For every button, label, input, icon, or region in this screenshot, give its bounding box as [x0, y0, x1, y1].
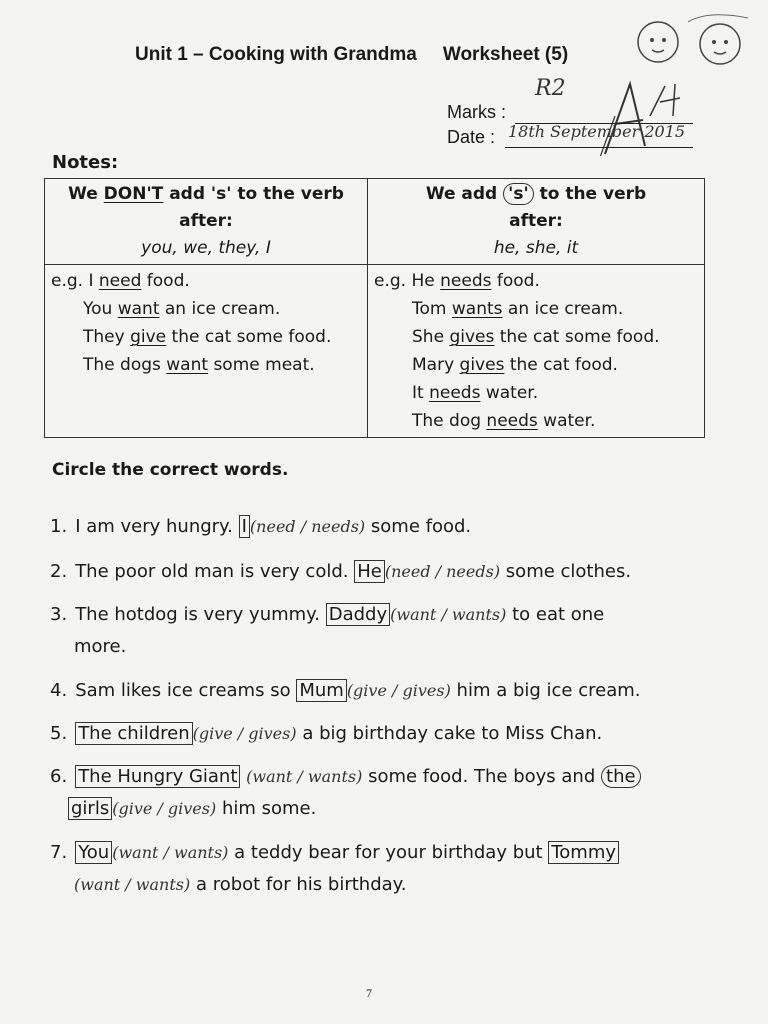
question-5: 5. The children (give / gives) a big birthday cake to Miss Chan. [50, 723, 603, 744]
worksheet-number: Worksheet (5) [442, 44, 569, 65]
unit-title: Unit 1 – Cooking with Grandma [135, 44, 417, 65]
subject-box[interactable]: Tommy [548, 841, 619, 864]
subject-box[interactable]: The Hungry Giant [75, 765, 240, 788]
question-number: 5. [50, 723, 68, 744]
verb-choice[interactable]: (want / wants) [246, 767, 363, 786]
verb-choice[interactable]: (need / needs) [249, 517, 366, 536]
verb-choice[interactable]: (want / wants) [390, 605, 507, 624]
example-sentence: The dogs want some meat. [83, 355, 315, 375]
subject-box[interactable]: The children [75, 722, 192, 745]
question-3-continued: more. [74, 636, 127, 657]
marks-value: R2 [535, 76, 566, 101]
example-sentence: e.g. He needs food. [374, 271, 540, 291]
left-examples-cell [45, 265, 368, 438]
example-sentence: Tom wants an ice cream. [412, 299, 624, 319]
question-number: 7. [50, 842, 68, 863]
subject-box[interactable]: the [601, 765, 641, 788]
worksheet-title [135, 44, 568, 66]
dont-emphasis: DON'T [103, 184, 164, 204]
verb-choice[interactable]: (want / wants) [112, 843, 229, 862]
verb-choice[interactable]: (give / gives) [346, 681, 451, 700]
instruction: Circle the correct words. [52, 460, 289, 480]
s-emphasis: 's' [503, 183, 534, 205]
date-value: 18th September 2015 [508, 122, 686, 141]
marks-label: Marks : [447, 102, 507, 122]
question-number: 3. [50, 604, 68, 625]
question-7-continued: (want / wants) a robot for his birthday. [74, 874, 407, 895]
left-header-cell [45, 179, 368, 265]
example-sentence: e.g. I need food. [51, 271, 190, 291]
question-number: 4. [50, 680, 68, 701]
cartoon-logo-icon [628, 4, 762, 68]
header-text: We [68, 184, 98, 204]
example-sentence: They give the cat some food. [83, 327, 332, 347]
example-sentence: Mary gives the cat food. [412, 355, 618, 375]
question-6-continued: girls (give / gives) him some. [68, 798, 316, 819]
after-label: after: [179, 211, 233, 231]
question-4: 4. Sam likes ice creams so Mum (give / gives) him a big ice cream. [50, 680, 641, 701]
header-text: add 's' to the verb [169, 184, 344, 204]
date-label: Date : [447, 127, 496, 147]
question-3: 3. The hotdog is very yummy. Daddy (want / wants) to eat one [50, 604, 605, 625]
question-1: 1. I am very hungry. I (need / needs) some food. [50, 516, 472, 537]
verb-choice[interactable]: (need / needs) [384, 562, 501, 581]
question-number: 2. [50, 561, 68, 582]
date-line [505, 147, 693, 148]
question-7: 7. You (want / wants) a teddy bear for your birthday but Tommy [50, 842, 619, 863]
example-sentence: She gives the cat some food. [412, 327, 660, 347]
header-text: We add [425, 184, 498, 204]
verb-choice[interactable]: (want / wants) [74, 875, 191, 894]
question-number: 1. [50, 516, 68, 537]
question-6: 6. The Hungry Giant (want / wants) some food. The boys and the [50, 766, 641, 787]
verb-choice[interactable]: (give / gives) [112, 799, 217, 818]
question-number: 6. [50, 766, 68, 787]
subject-box[interactable]: Mum [296, 679, 346, 702]
example-sentence: You want an ice cream. [83, 299, 281, 319]
subject-box[interactable]: I [239, 515, 250, 538]
example-sentence: The dog needs water. [412, 411, 596, 431]
example-sentence: It needs water. [412, 383, 539, 403]
subject-box[interactable]: You [75, 841, 112, 864]
after-label: after: [509, 211, 563, 231]
subject-box[interactable]: Daddy [326, 603, 390, 626]
subject-box[interactable]: girls [68, 797, 112, 820]
page-number: 7 [366, 986, 372, 1000]
question-2: 2. The poor old man is very cold. He (need / needs) some clothes. [50, 561, 632, 582]
verb-choice[interactable]: (give / gives) [192, 724, 297, 743]
header-text: to the verb [539, 184, 647, 204]
pronoun-list: he, she, it [493, 238, 579, 258]
pronoun-list: you, we, they, I [141, 238, 271, 258]
right-examples-cell [368, 265, 705, 438]
notes-table [44, 178, 705, 438]
notes-label: Notes: [52, 152, 119, 173]
subject-box[interactable]: He [354, 560, 385, 583]
right-header-cell [368, 179, 705, 265]
